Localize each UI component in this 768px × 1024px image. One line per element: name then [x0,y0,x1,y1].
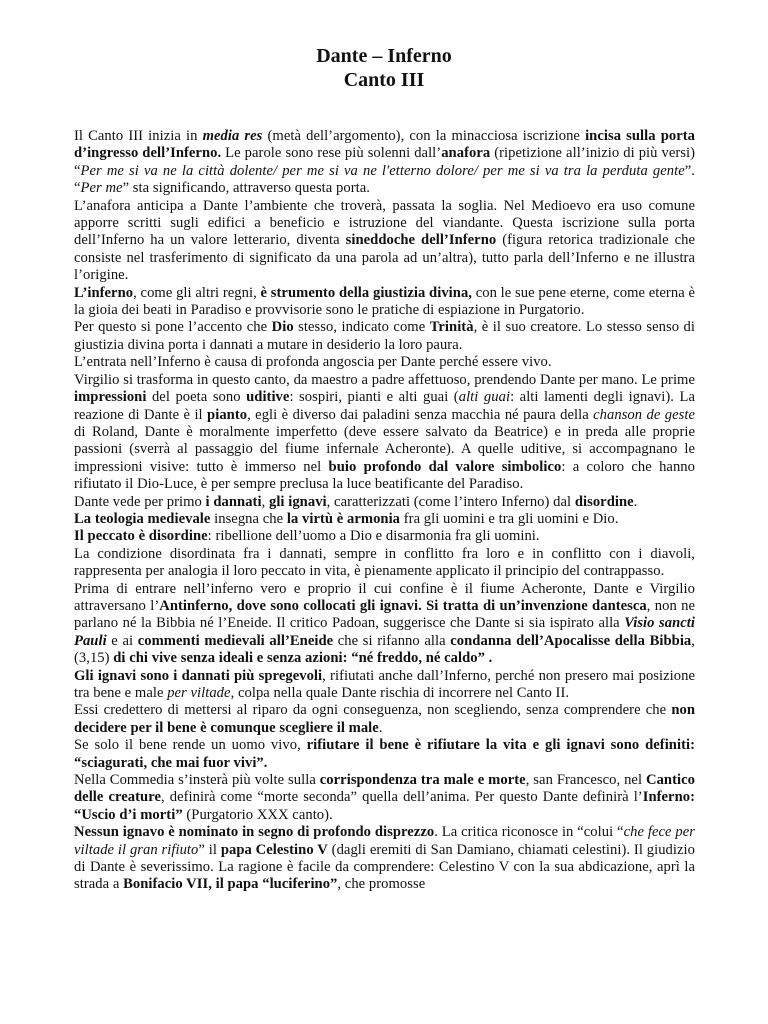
text-run: Nella Commedia s’insterà più volte sulla [74,772,320,789]
text-run: , egli è diverso dai paladini senza macchia né paura della [247,406,594,423]
text-run: , caratterizzati (come l’intero Inferno) dal [326,493,575,510]
text-run: , non ne parlano né la Bibbia né l’Eneide. Il critico Padoan, suggerisce che Dante si sia ispirato alla [74,597,695,632]
text-run: che si rifanno alla [333,632,451,649]
text-run: la virtù è armonia [286,510,401,527]
text-run: Per me si va ne la città dolente/ per me si va ne l'etterno dolore/ per me si va tra la perduta gente [80,162,685,179]
text-run: , è il suo creatore. Lo stesso senso di giustizia divina porta i dannati a mutare in desiderio la loro paura. [74,319,695,353]
text-run: Il peccato è disordine [74,528,208,545]
text-run: i dannati [205,493,262,510]
text-run: Gli ignavi sono i dannati più spregevoli [74,667,323,684]
text-run: , san Francesco, nel [525,772,646,789]
text-run: L’anafora anticipa a Dante l’ambiente che troverà, passata la soglia. Nel Medioevo era uso comune apporre scritti sugli edifici a beneficio e istruzione del viandante. Questa iscrizione sulla porta dell’Inferno ha un valore letterario, diventa [74,197,695,249]
text-run: e ai [106,632,138,649]
text-run: Cantico delle creature [74,772,695,806]
text-run: (dagli eremiti di San Damiano, chiamati celestini). Il giudizio di Dante è severissimo. La ragione è facile da comprendere: Celestino V con la sua abdicazione, aprì la strada a [74,841,695,893]
text-run: Bonifacio VII, il papa “luciferino” [123,876,338,893]
text-run: di Roland, Dante è moralmente imperfetto (deve essere salvato da Beatrice) e in preda alle proprie passioni (sverrà al passaggio del fiume infernale Acheronte). A quelle uditive, si accompagnano le impressioni visive: tutto è immerso nel [74,423,695,475]
text-run: chanson de geste [593,406,695,423]
text-run: (ripetizione all’inizio di più versi) “ [74,145,696,179]
text-run: L’entrata nell’Inferno è causa di profonda angoscia per Dante perché essere vivo. [74,354,552,371]
text-run: : ribellione dell’uomo a Dio e disarmonia fra gli uomini. [207,528,540,545]
text-run: uditive [246,389,290,406]
text-run: anafora [441,145,491,162]
text-run: corrispondenza tra male e morte [319,772,526,789]
text-run: (Purgatorio XXX canto). [182,806,333,823]
text-run: La teologia medievale [74,510,211,527]
page-title: Dante – Inferno [316,45,452,67]
text-run: ” sta significando, attraverso questa porta. [122,180,370,197]
text-run: Le parole sono rese più solenni dall’ [221,145,442,162]
text-run: è strumento della giustizia divina, [260,284,472,301]
paragraph [74,494,695,511]
page-subtitle: Canto III [343,69,425,91]
text-run: ”. “ [74,162,695,197]
text-run: non decidere per il bene è comunque scegliere il male [74,702,695,736]
text-run: Prima di entrare nell’inferno vero e proprio il cui confine è il fiume Acheronte, Dante e Virgilio attraversano l’ [74,580,695,614]
text-run: del poeta sono [146,389,247,406]
paragraph [74,128,695,198]
text-run: Per me [80,180,123,197]
body-text [74,128,695,894]
text-run: Visio sancti Pauli [74,615,695,649]
text-run: , colpa nella quale Dante rischia di incorrere nel Canto II. [230,685,570,701]
text-run: commenti medievali all’Eneide [137,632,334,649]
text-run: ” il [198,841,221,858]
paragraph [74,546,695,581]
text-run: impressioni [74,389,147,406]
text-run: Dante vede per primo [74,493,206,510]
title-block [0,44,768,92]
text-run: rifiutare il bene è rifiutare la vita e gli ignavi sono definiti: “sciagurati, che mai fuor vivi”. [74,737,696,771]
text-run: papa Celestino V [220,841,328,858]
text-run: , [261,493,269,510]
text-run: sineddoche dell’Inferno [345,232,497,249]
text-run: stesso, indicato come [293,319,430,336]
text-run: , come gli altri regni, [133,284,261,301]
text-run: di chi vive senza ideali e senza azioni: “né freddo, né caldo” . [113,650,493,667]
paragraph [74,772,695,824]
text-run: Virgilio si trasforma in questo canto, da maestro a padre affettuoso, prendendo Dante per mano. Le prime [74,371,695,388]
text-run: Essi credettero di mettersi al riparo da ogni conseguenza, non scegliendo, senza comprendere che [74,702,672,719]
text-run: alti guai [458,389,511,406]
text-run: , (3,15) [74,632,695,667]
text-run: fra gli uomini e tra gli uomini e Dio. [400,510,619,527]
text-run: : alti lamenti degli ignavi). La reazione di Dante è il [74,389,695,423]
paragraph [74,702,695,737]
text-run: Per questo si pone l’accento che [74,319,272,336]
paragraph [74,354,695,371]
paragraph [74,511,695,528]
text-run: Dio [271,319,294,336]
text-run: condanna dell’Apocalisse della Bibbia [450,632,692,649]
text-run [203,128,263,144]
text-run: pianto [207,406,248,423]
paragraph [74,824,695,894]
text-run: Il Canto III inizia in [74,128,203,144]
text-run: Nessun ignavo è nominato in segno di profondo disprezzo [74,824,435,841]
text-run: , definirà come “morte seconda” quella dell’anima. Per questo Dante definirà l’ [161,789,643,806]
text-run: . La critica riconosce in “colui “ [434,824,624,841]
text-run: , rifiutati anche dall’Inferno, perché non presero mai posizione tra bene e male [74,667,695,701]
text-run: La condizione disordinata fra i dannati, sempre in conflitto fra loro e in conflitto con i diavoli, rappresenta per analogia il loro peccato in vita, è pienamente applicato il principio del contrappasso. [74,545,695,580]
paragraph [74,198,695,285]
text-run: L’inferno [74,284,134,301]
text-run: incisa sulla porta d’ingresso dell’Inferno. [74,128,696,162]
paragraph [74,528,695,545]
paragraph [74,737,695,772]
text-run: : a coloro che hanno rifiutato il Dio-Luce, è per sempre preclusa la luce beatificante del Paradiso. [74,458,695,493]
text-run: , che promosse [337,876,426,893]
text-run: gli ignavi [268,493,327,510]
text-run: per viltade [167,685,231,701]
text-run: Antinferno, dove sono collocati gli ignavi. Si tratta di un’invenzione dantesca [159,597,647,614]
text-run: . [633,493,638,510]
text-run: : sospiri, pianti e alti guai ( [289,389,459,406]
text-run: che fece per viltade il gran rifiuto [74,824,695,858]
text-run: (figura retorica tradizionale che consiste nel trasferimento di significato da una parola ad un’altra), tutto parla dell’Inferno e ne illustra l’origine. [74,232,695,284]
paragraph [74,668,695,703]
text-run: con le sue pene eterne, come eterna è la gioia dei beati in Paradiso e provvisorie sono le pratiche di espiazione in Purgatorio. [74,284,695,319]
paragraph [74,285,695,320]
text-run: . [378,719,383,736]
text-run: buio profondo dal valore simbolico [328,458,562,475]
text-run: (metà dell’argomento), con la minacciosa iscrizione [262,128,586,144]
text-run: insegna che [210,510,287,527]
text-run: disordine [574,493,634,510]
paragraph [74,581,695,668]
text-run: Se solo il bene rende un uomo vivo, [74,737,307,754]
text-run: Trinità [429,319,474,336]
text-run: Inferno: “Uscio d’i morti” [74,789,696,823]
paragraph [74,372,695,494]
paragraph [74,319,695,354]
text-run: media res [202,128,263,144]
